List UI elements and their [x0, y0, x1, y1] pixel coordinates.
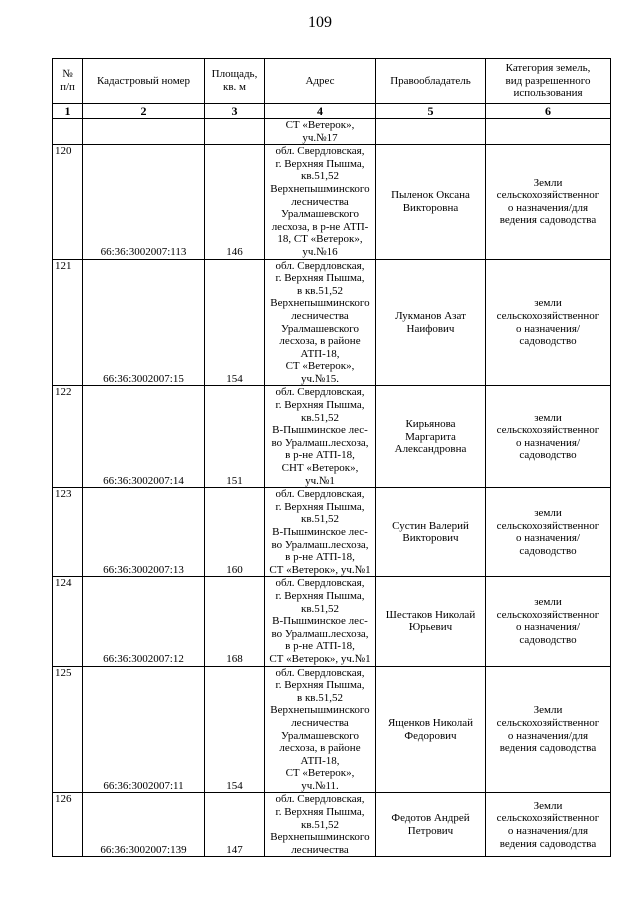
cell-area: 168	[205, 577, 265, 666]
cell-cadastral: 66:36:3002007:11	[83, 666, 205, 793]
cell-owner: Сустин Валерий Викторович	[376, 488, 486, 577]
cell-owner: Шестаков Николай Юрьевич	[376, 577, 486, 666]
cell-cadastral: 66:36:3002007:12	[83, 577, 205, 666]
header-num: № п/п	[53, 59, 83, 104]
cell-category: земли сельскохозяйственног о назначения/ садоводство	[486, 488, 611, 577]
header-cadastral-number: Кадастровый номер	[83, 59, 205, 104]
column-number: 6	[486, 104, 611, 119]
cell-area: 154	[205, 666, 265, 793]
cell-area: 151	[205, 386, 265, 488]
header-land-category: Категория земель, вид разрешенного использования	[486, 59, 611, 104]
column-number: 5	[376, 104, 486, 119]
cell-address: обл. Свердловская, г. Верхняя Пышма, кв.51,52 В-Пышминское лес- во Уралмаш.лесхоза, в р-не АТП-18, СТ «Ветерок», уч.№1	[265, 488, 376, 577]
cell-category: земли сельскохозяйственног о назначения/ садоводство	[486, 259, 611, 386]
cell-owner	[376, 119, 486, 145]
cell-owner: Кирьянова Маргарита Александровна	[376, 386, 486, 488]
cell-cadastral: 66:36:3002007:14	[83, 386, 205, 488]
cell-address: обл. Свердловская, г. Верхняя Пышма, кв.51,52 В-Пышминское лес- во Уралмаш.лесхоза, в р-не АТП-18, СНТ «Ветерок», уч.№1	[265, 386, 376, 488]
cell-category: земли сельскохозяйственног о назначения/ садоводство	[486, 577, 611, 666]
cell-area: 154	[205, 259, 265, 386]
cell-address: обл. Свердловская, г. Верхняя Пышма, кв.51,52 Верхнепышминского лесничества Уралмашевского лесхоза, в р-не АТП- 18, СТ «Ветерок», уч.№16	[265, 145, 376, 259]
cell-category	[486, 119, 611, 145]
header-area: Площадь, кв. м	[205, 59, 265, 104]
cell-category: Земли сельскохозяйственног о назначения/для ведения садоводства	[486, 666, 611, 793]
cell-address: обл. Свердловская, г. Верхняя Пышма, кв.51,52 В-Пышминское лес- во Уралмаш.лесхоза, в р-не АТП-18, СТ «Ветерок», уч.№1	[265, 577, 376, 666]
cell-address: обл. Свердловская, г. Верхняя Пышма, кв.51,52 Верхнепышминского лесничества	[265, 793, 376, 857]
land-registry-table	[52, 58, 611, 857]
header-address: Адрес	[265, 59, 376, 104]
cell-cadastral: 66:36:3002007:113	[83, 145, 205, 259]
cell-num: 122	[53, 386, 83, 488]
column-number: 1	[53, 104, 83, 119]
column-number: 2	[83, 104, 205, 119]
cell-cadastral	[83, 119, 205, 145]
continuation-row	[53, 119, 611, 145]
cell-area: 146	[205, 145, 265, 259]
cell-address: обл. Свердловская, г. Верхняя Пышма, в кв.51,52 Верхнепышминского лесничества Уралмашевского лесхоза, в районе АТП-18, СТ «Ветерок», уч.№11.	[265, 666, 376, 793]
cell-cadastral: 66:36:3002007:15	[83, 259, 205, 386]
cell-num: 124	[53, 577, 83, 666]
cell-category: Земли сельскохозяйственног о назначения/для ведения садоводства	[486, 145, 611, 259]
cell-num: 120	[53, 145, 83, 259]
cell-area: 160	[205, 488, 265, 577]
cell-owner: Пыленок Оксана Викторовна	[376, 145, 486, 259]
cell-address: обл. Свердловская, г. Верхняя Пышма, в кв.51,52 Верхнепышминского лесничества Уралмашевского лесхоза, в районе АТП-18, СТ «Ветерок», уч.№15.	[265, 259, 376, 386]
cell-num: 121	[53, 259, 83, 386]
column-number: 3	[205, 104, 265, 119]
table-row	[53, 666, 611, 793]
cell-owner: Ященков Николай Федорович	[376, 666, 486, 793]
cell-address: СТ «Ветерок», уч.№17	[265, 119, 376, 145]
page-number: 109	[308, 14, 332, 31]
cell-num	[53, 119, 83, 145]
cell-owner: Лукманов Азат Наифович	[376, 259, 486, 386]
table-row	[53, 259, 611, 386]
table-row	[53, 386, 611, 488]
cell-cadastral: 66:36:3002007:139	[83, 793, 205, 857]
cell-num: 126	[53, 793, 83, 857]
cell-owner: Федотов Андрей Петрович	[376, 793, 486, 857]
table-row	[53, 145, 611, 259]
header-row	[53, 59, 611, 104]
cell-cadastral: 66:36:3002007:13	[83, 488, 205, 577]
cell-category: Земли сельскохозяйственног о назначения/для ведения садоводства	[486, 793, 611, 857]
cell-area	[205, 119, 265, 145]
cell-num: 125	[53, 666, 83, 793]
table-row	[53, 488, 611, 577]
header-owner: Правообладатель	[376, 59, 486, 104]
cell-area: 147	[205, 793, 265, 857]
column-numbers-row	[53, 104, 611, 119]
cell-num: 123	[53, 488, 83, 577]
table-row	[53, 793, 611, 857]
column-number: 4	[265, 104, 376, 119]
cell-category: земли сельскохозяйственног о назначения/ садоводство	[486, 386, 611, 488]
table-row	[53, 577, 611, 666]
